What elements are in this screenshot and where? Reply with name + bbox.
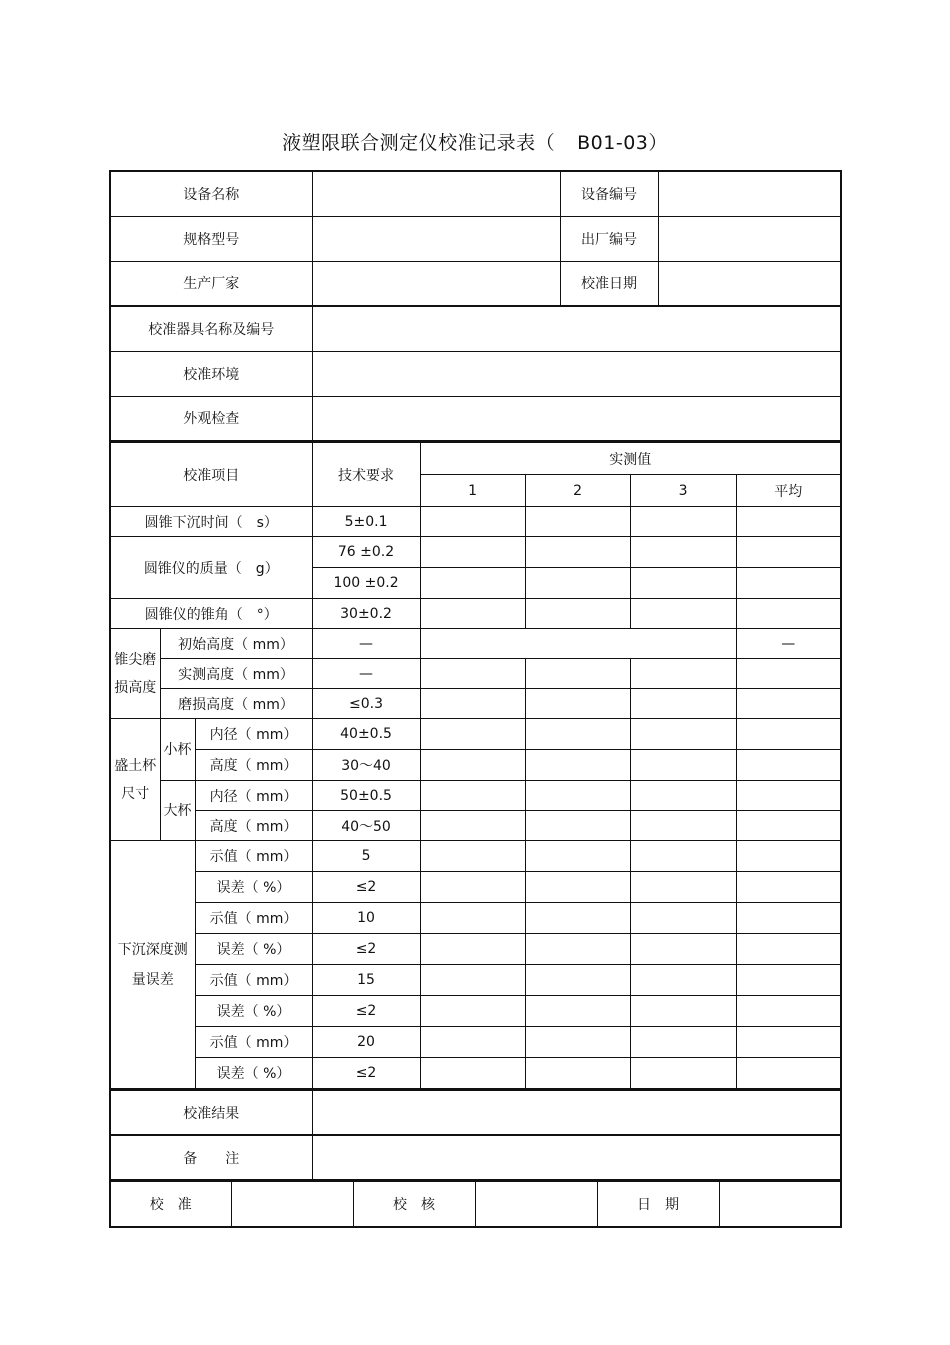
depth-error-label: 误差（ %）: [195, 996, 312, 1027]
depth-error-label: 误差（ %）: [195, 1058, 312, 1089]
cell[interactable]: [420, 811, 525, 841]
depth-value-5: 5: [312, 841, 420, 872]
cell[interactable]: [525, 841, 630, 872]
cell[interactable]: [420, 996, 525, 1027]
cell[interactable]: [630, 872, 736, 903]
cell[interactable]: [630, 689, 736, 719]
depth-value-10: 10: [312, 903, 420, 934]
calibration-record-form: [109, 170, 840, 1228]
depth-group-label: 下沉深度测量误差: [110, 841, 195, 1089]
signature-table: [109, 1181, 842, 1228]
cell[interactable]: [525, 689, 630, 719]
cell[interactable]: [420, 934, 525, 965]
cell[interactable]: [736, 659, 841, 689]
cell[interactable]: [736, 903, 841, 934]
mass-req-2: 100 ±0.2: [312, 568, 420, 599]
wear-actual-label: 实测高度（ mm）: [160, 659, 312, 689]
cup-small-diam-label: 内径（ mm）: [195, 719, 312, 750]
factory-no-field[interactable]: [658, 216, 841, 261]
cell[interactable]: [630, 903, 736, 934]
device-name-label: 设备名称: [110, 171, 312, 216]
cell[interactable]: [525, 1058, 630, 1089]
page-title: [0, 128, 950, 155]
cell[interactable]: [630, 934, 736, 965]
col-2-header: 2: [525, 475, 630, 507]
cell[interactable]: [525, 781, 630, 811]
cell[interactable]: [736, 1058, 841, 1089]
check-label: 校 核: [353, 1182, 475, 1228]
cell[interactable]: [736, 1027, 841, 1058]
wear-initial-label: 初始高度（ mm）: [160, 629, 312, 659]
calibrate-signature-field[interactable]: [231, 1182, 353, 1228]
manufacturer-field[interactable]: [312, 261, 560, 306]
cell[interactable]: [630, 568, 736, 599]
remark-field[interactable]: [312, 1135, 841, 1180]
result-field[interactable]: [312, 1090, 841, 1135]
depth-error-req: ≤2: [312, 872, 420, 903]
cell[interactable]: [736, 965, 841, 996]
cell[interactable]: [420, 965, 525, 996]
col-3-header: 3: [630, 475, 736, 507]
depth-value-label: 示值（ mm）: [195, 965, 312, 996]
calib-tools-field[interactable]: [312, 306, 841, 351]
manufacturer-label: 生产厂家: [110, 261, 312, 306]
check-signature-field[interactable]: [475, 1182, 597, 1228]
cell[interactable]: [736, 996, 841, 1027]
cell[interactable]: [525, 750, 630, 781]
angle-req: 30±0.2: [312, 599, 420, 629]
result-label: 校准结果: [110, 1090, 312, 1135]
cell[interactable]: [420, 872, 525, 903]
calibrate-label: 校 准: [110, 1182, 231, 1228]
cell[interactable]: [630, 1027, 736, 1058]
measurement-table: [109, 442, 842, 1089]
cell[interactable]: [525, 719, 630, 750]
device-no-field[interactable]: [658, 171, 841, 216]
cell[interactable]: [630, 996, 736, 1027]
cell[interactable]: [630, 750, 736, 781]
cell[interactable]: [630, 719, 736, 750]
wear-initial-req: —: [312, 629, 420, 659]
measured-header: 实测值: [420, 443, 841, 475]
cell[interactable]: [736, 719, 841, 750]
cell[interactable]: [420, 599, 525, 629]
requirement-header: 技术要求: [312, 443, 420, 507]
cell[interactable]: [630, 507, 736, 537]
calib-item-header: 校准项目: [110, 443, 312, 507]
cell[interactable]: [630, 811, 736, 841]
date-field[interactable]: [719, 1182, 841, 1228]
cell[interactable]: [525, 1027, 630, 1058]
info-table: [109, 170, 842, 442]
depth-value-20: 20: [312, 1027, 420, 1058]
cell[interactable]: [736, 811, 841, 841]
factory-no-label: 出厂编号: [560, 216, 658, 261]
title-main: 液塑限联合测定仪校准记录表（: [282, 132, 556, 154]
depth-value-label: 示值（ mm）: [195, 903, 312, 934]
cell[interactable]: [736, 599, 841, 629]
appearance-label: 外观检查: [110, 396, 312, 441]
cell[interactable]: [736, 841, 841, 872]
cell[interactable]: [630, 1058, 736, 1089]
cell[interactable]: [736, 750, 841, 781]
cell[interactable]: [420, 689, 525, 719]
cell[interactable]: [420, 507, 525, 537]
cup-large-height-req: 40～50: [312, 811, 420, 841]
avg-header: 平均: [736, 475, 841, 507]
cup-large-diam-label: 内径（ mm）: [195, 781, 312, 811]
model-field[interactable]: [312, 216, 560, 261]
mass-label: 圆锥仪的质量（ g）: [110, 537, 312, 599]
cell[interactable]: [525, 811, 630, 841]
cell[interactable]: [420, 1058, 525, 1089]
cup-small-height-label: 高度（ mm）: [195, 750, 312, 781]
calib-date-label: 校准日期: [560, 261, 658, 306]
cell[interactable]: [736, 689, 841, 719]
cell[interactable]: [525, 903, 630, 934]
cell[interactable]: [420, 537, 525, 568]
cell[interactable]: [630, 781, 736, 811]
cell[interactable]: [525, 965, 630, 996]
sink-time-req: 5±0.1: [312, 507, 420, 537]
mass-req-1: 76 ±0.2: [312, 537, 420, 568]
cell[interactable]: [525, 996, 630, 1027]
calib-env-field[interactable]: [312, 351, 841, 396]
appearance-field[interactable]: [312, 396, 841, 441]
cell[interactable]: [736, 537, 841, 568]
cell[interactable]: [630, 841, 736, 872]
depth-error-req: ≤2: [312, 1058, 420, 1089]
cup-large-diam-req: 50±0.5: [312, 781, 420, 811]
cell[interactable]: [630, 537, 736, 568]
cell[interactable]: [525, 872, 630, 903]
cell[interactable]: [736, 781, 841, 811]
calib-env-label: 校准环境: [110, 351, 312, 396]
wear-actual-req: —: [312, 659, 420, 689]
cell[interactable]: [525, 507, 630, 537]
device-name-field[interactable]: [312, 171, 560, 216]
device-no-label: 设备编号: [560, 171, 658, 216]
wear-worn-label: 磨损高度（ mm）: [160, 689, 312, 719]
remark-label: 备 注: [110, 1135, 312, 1180]
col-1-header: 1: [420, 475, 525, 507]
cell[interactable]: [420, 1027, 525, 1058]
sink-time-label: 圆锥下沉时间（ s）: [110, 507, 312, 537]
depth-error-label: 误差（ %）: [195, 934, 312, 965]
cup-large-height-label: 高度（ mm）: [195, 811, 312, 841]
date-label: 日 期: [597, 1182, 719, 1228]
cell[interactable]: [525, 537, 630, 568]
cell[interactable]: [525, 568, 630, 599]
cell[interactable]: [525, 659, 630, 689]
cell[interactable]: [630, 659, 736, 689]
cell[interactable]: [630, 599, 736, 629]
wear-group-label: 锥尖磨损高度: [110, 629, 160, 719]
depth-value-label: 示值（ mm）: [195, 841, 312, 872]
cell[interactable]: [736, 872, 841, 903]
calib-date-field[interactable]: [658, 261, 841, 306]
cell[interactable]: [736, 568, 841, 599]
title-code: B01-03）: [577, 132, 668, 154]
cell[interactable]: [736, 934, 841, 965]
cell[interactable]: [420, 719, 525, 750]
cup-small-diam-req: 40±0.5: [312, 719, 420, 750]
cell[interactable]: [630, 965, 736, 996]
model-label: 规格型号: [110, 216, 312, 261]
cell[interactable]: [420, 903, 525, 934]
cell[interactable]: [420, 781, 525, 811]
wear-initial-merged-cell[interactable]: [420, 629, 736, 659]
angle-label: 圆锥仪的锥角（ °）: [110, 599, 312, 629]
depth-error-label: 误差（ %）: [195, 872, 312, 903]
cell[interactable]: [736, 507, 841, 537]
result-table: [109, 1089, 842, 1181]
cup-large-label: 大杯: [160, 781, 195, 841]
cell[interactable]: [420, 750, 525, 781]
wear-worn-req: ≤0.3: [312, 689, 420, 719]
depth-value-15: 15: [312, 965, 420, 996]
cup-group-label: 盛土杯尺寸: [110, 719, 160, 841]
cup-small-height-req: 30～40: [312, 750, 420, 781]
cell[interactable]: [525, 599, 630, 629]
cell[interactable]: [525, 934, 630, 965]
depth-error-req: ≤2: [312, 996, 420, 1027]
cell[interactable]: [420, 659, 525, 689]
cell[interactable]: [420, 568, 525, 599]
cup-small-label: 小杯: [160, 719, 195, 781]
depth-error-req: ≤2: [312, 934, 420, 965]
cell[interactable]: [420, 841, 525, 872]
depth-value-label: 示值（ mm）: [195, 1027, 312, 1058]
calib-tools-label: 校准器具名称及编号: [110, 306, 312, 351]
wear-initial-avg: —: [736, 629, 841, 659]
